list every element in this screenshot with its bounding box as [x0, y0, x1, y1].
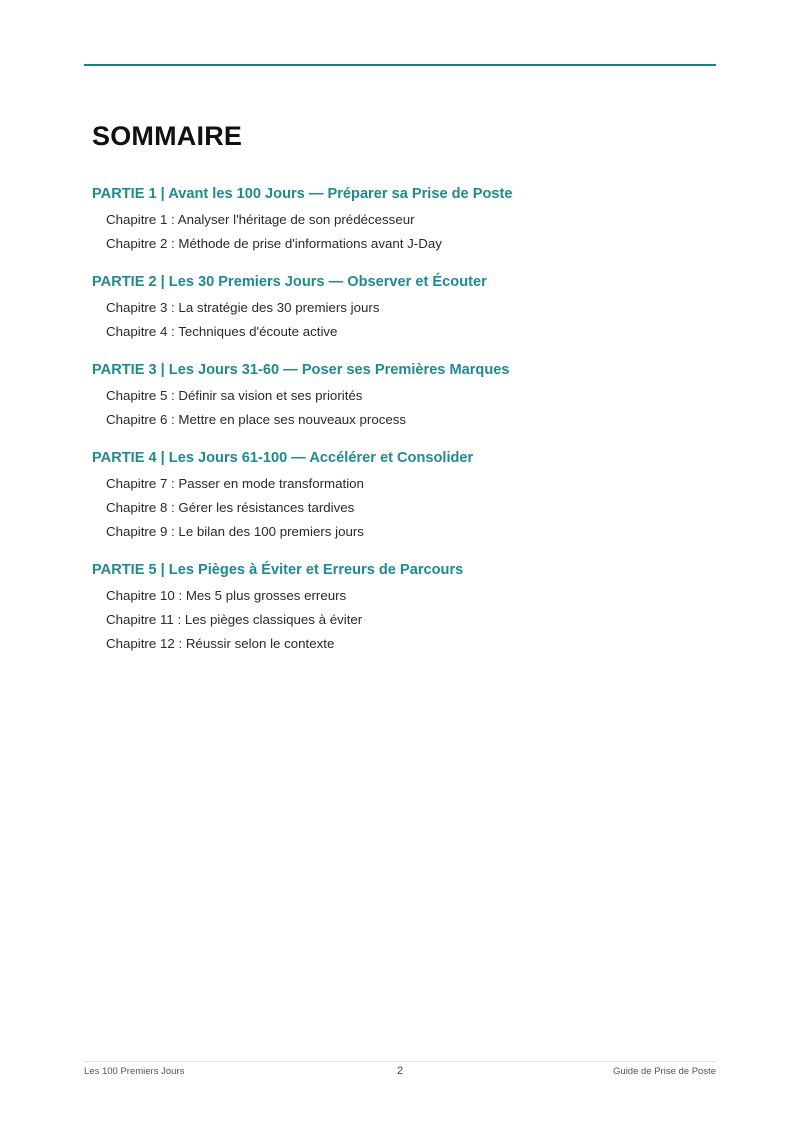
toc-chapter[interactable]: Chapitre 6 : Mettre en place ses nouveaux process: [106, 412, 407, 427]
toc-chapter[interactable]: Chapitre 4 : Techniques d'écoute active: [106, 324, 338, 339]
toc-chapter[interactable]: Chapitre 12 : Réussir selon le contexte: [106, 636, 335, 651]
toc-part-2: [92, 270, 712, 344]
toc-chapter[interactable]: Chapitre 9 : Le bilan des 100 premiers jours: [106, 524, 364, 539]
toc-part-3: [92, 358, 712, 432]
toc-chapter[interactable]: Chapitre 2 : Méthode de prise d'informations avant J-Day: [106, 236, 442, 251]
toc-part-title[interactable]: PARTIE 1 | Avant les 100 Jours — Préparer sa Prise de Poste: [92, 186, 513, 202]
toc-chapter[interactable]: Chapitre 10 : Mes 5 plus grosses erreurs: [106, 588, 347, 603]
toc-chapter[interactable]: Chapitre 3 : La stratégie des 30 premiers jours: [106, 300, 380, 315]
header-rule: [84, 64, 716, 66]
toc-chapter[interactable]: Chapitre 5 : Définir sa vision et ses priorités: [106, 388, 363, 403]
toc-part-4: [92, 446, 712, 544]
toc-part-title[interactable]: PARTIE 3 | Les Jours 31-60 — Poser ses Premières Marques: [92, 362, 510, 378]
toc-part-title[interactable]: PARTIE 2 | Les 30 Premiers Jours — Observer et Écouter: [92, 274, 487, 290]
toc-chapter[interactable]: Chapitre 8 : Gérer les résistances tardives: [106, 500, 355, 515]
footer-book-title: Les 100 Premiers Jours: [84, 1066, 185, 1077]
footer-guide-title: Guide de Prise de Poste: [613, 1066, 716, 1077]
toc-chapter[interactable]: Chapitre 1 : Analyser l'héritage de son prédécesseur: [106, 212, 415, 227]
toc-part-5: [92, 558, 712, 656]
toc-chapter[interactable]: Chapitre 11 : Les pièges classiques à éviter: [106, 612, 363, 627]
toc-part-title[interactable]: PARTIE 5 | Les Pièges à Éviter et Erreurs de Parcours: [92, 562, 464, 578]
toc-chapter[interactable]: Chapitre 7 : Passer en mode transformation: [106, 476, 364, 491]
page-title: SOMMAIRE: [92, 121, 243, 151]
toc-part-1: [92, 182, 712, 256]
footer-rule: [84, 1061, 716, 1062]
footer-page-number: 2: [396, 1065, 404, 1077]
table-of-contents: [92, 182, 712, 670]
toc-part-title[interactable]: PARTIE 4 | Les Jours 61-100 — Accélérer et Consolider: [92, 450, 474, 466]
